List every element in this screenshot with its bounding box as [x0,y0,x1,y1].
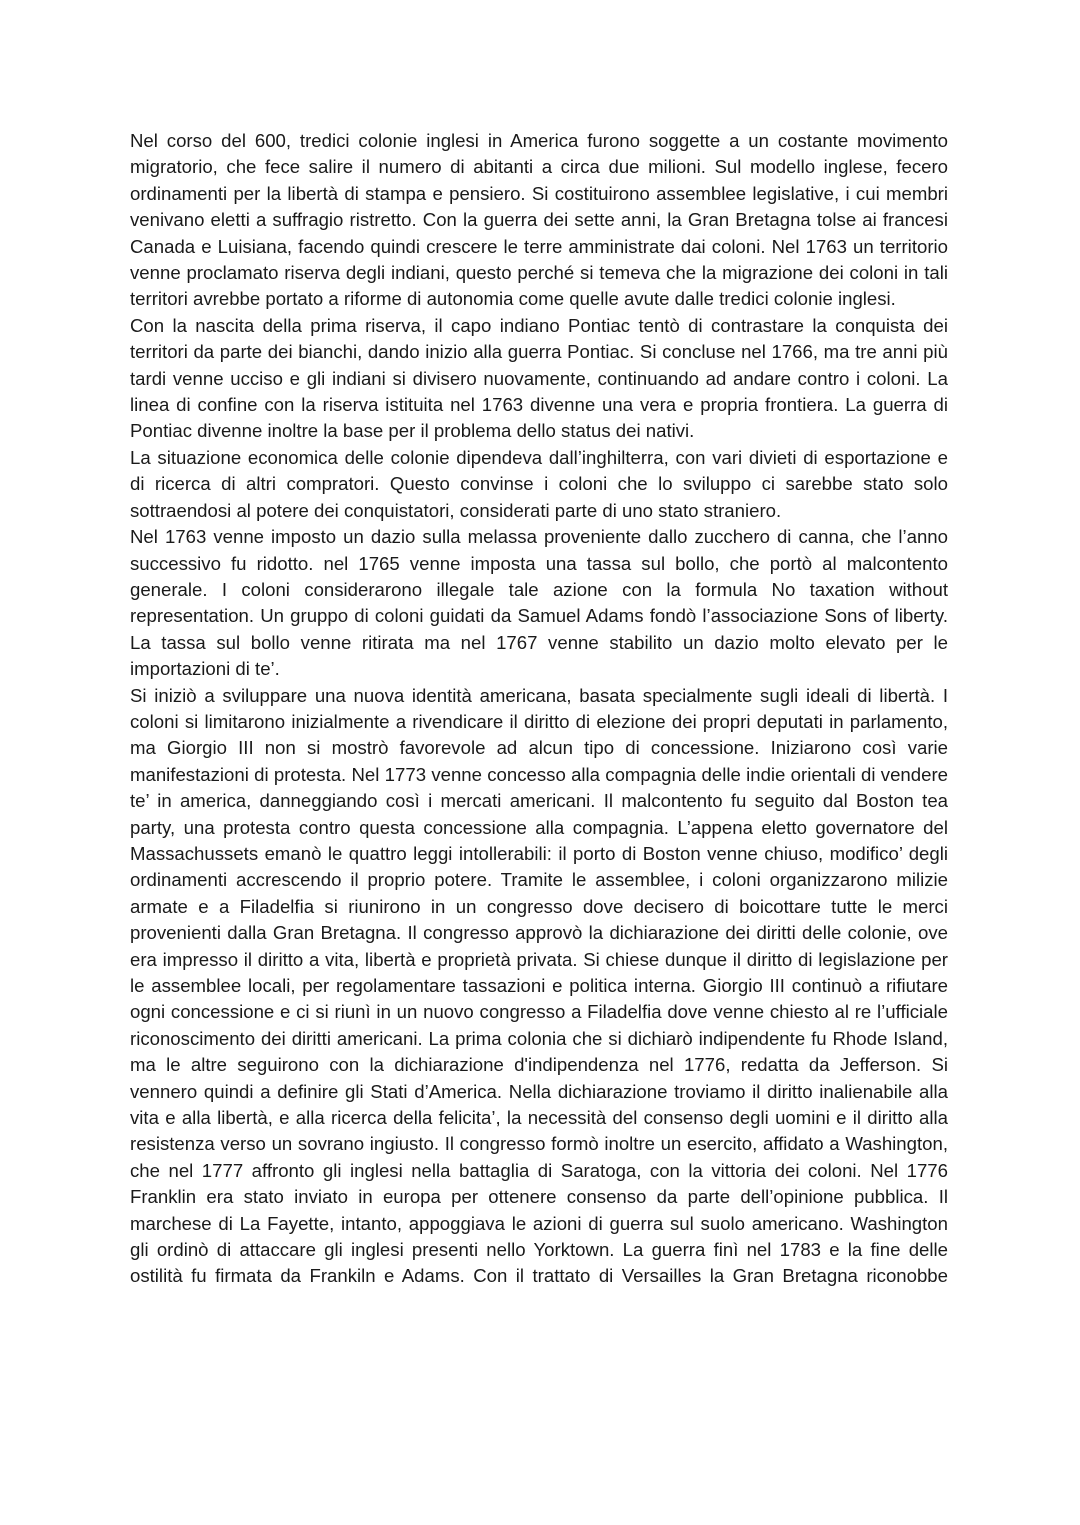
paragraph-economy: La situazione economica delle colonie dipendeva dall’inghilterra, con vari divieti di esportazione e di ricerca di altri compratori. Questo convinse i coloni che lo sviluppo ci sarebbe stato solo sottraendosi al potere dei conquistatori, considerati parte di uno stato straniero. [130,446,948,521]
document-page [130,128,948,1290]
paragraph-pontiac: Con la nascita della prima riserva, il capo indiano Pontiac tentò di contrastare la conquista dei territori da parte dei bianchi, dando inizio alla guerra Pontiac. Si concluse nel 1766, ma tre anni più tardi venne ucciso e gli indiani si divisero nuovamente, continuando ad andare contro i coloni. La linea di confine con la riserva istituita nel 1763 divenne una vera e propria frontiera. La guerra di Pontiac divenne inoltre la base per il problema dello status dei nativi. [130,314,948,442]
paragraph-taxes: Nel 1763 venne imposto un dazio sulla melassa proveniente dallo zucchero di canna, che l’anno successivo fu ridotto. nel 1765 venne imposta una tassa sul bollo, che portò al malcontento generale. I coloni considerarono illegale tale azione con la formula No taxation without representation. Un gruppo di coloni guidati da Samuel Adams fondò l’associazione Sons of liberty. La tassa sul bollo venne ritirata ma nel 1767 venne stabilito un dazio molto elevato per le importazioni di te’. [130,526,948,680]
paragraph-colonies: Nel corso del 600, tredici colonie inglesi in America furono soggette a un costante movimento migratorio, che fece salire il numero di abitanti a circa due milioni. Sul modello inglese, fecero ordinamenti per la libertà di stampa e pensiero. Si costituirono assemblee legislative, i cui membri venivano eletti a suffragio ristretto. Con la guerra dei sette anni, la Gran Bretagna tolse ai francesi Canada e Luisiana, facendo quindi crescere le terre amministrate dai coloni. Nel 1763 un territorio venne proclamato riserva degli indiani, questo perché si temeva che la migrazione dei coloni in tali territori avrebbe portato a riforme di autonomia come quelle avute dalle tredici colonie inglesi. [130,130,948,310]
paragraph-independence: Si iniziò a sviluppare una nuova identità americana, basata specialmente sugli ideali di libertà. I coloni si limitarono inizialmente a rivendicare il diritto di elezione dei propri deputati in parlamento, ma Giorgio III non si mostrò favorevole ad alcun tipo di concessione. Iniziarono così varie manifestazioni di protesta. Nel 1773 venne concesso alla compagnia delle indie orientali di vendere te’ in america, danneggiando così i mercati americani. Il malcontento fu seguito dal Boston tea party, una protesta contro questa concessione alla compagnia. L’appena eletto governatore del Massachussets emanò le quattro leggi intollerabili: il porto di Boston venne chiuso, modifico’ degli ordinamenti accrescendo il proprio potere. Tramite le assemblee, i coloni organizzarono milizie armate e a Filadelfia si riunirono in un congresso dove decisero di boicottare tutte le merci provenienti dalla Gran Bretagna. Il congresso approvò la dichiarazione dei diritti delle colonie, ove era impresso il diritto a vita, libertà e proprietà privata. Si chiese dunque il diritto di legislazione per le assemblee locali, per regolamentare tassazioni e politica interna. Giorgio III continuò a rifiutare ogni concessione e ci si riunì in un nuovo congresso a Filadelfia dove venne chiesto al re l’ufficiale riconoscimento dei diritti americani. La prima colonia che si dichiarò indipendente fu Rhode Island, ma le altre seguirono con la dichiarazione d'indipendenza nel 1776, redatta da Jefferson. Si vennero quindi a definire gli Stati d’America. Nella dichiarazione troviamo il diritto inalienabile alla vita e alla libertà, e alla ricerca della felicita’, la necessità del consenso degli uomini e il diritto alla resistenza verso un sovrano ingiusto. Il congresso formò inoltre un esercito, affidato a Washington, che nel 1777 affronto gli inglesi nella battaglia di Saratoga, con la vittoria dei coloni. Nel 1776 Franklin era stato inviato in europa per ottenere consenso da parte dell’opinione pubblica. Il marchese di La Fayette, intanto, appoggiava le azioni di guerra sul suolo americano. Washington gli ordinò di attaccare gli inglesi presenti nello Yorktown. La guerra finì nel 1783 e la fine delle ostilità fu firmata da Frankiln e Adams. Con il trattato di Versailles la Gran Bretagna riconobbe [130,684,948,1287]
